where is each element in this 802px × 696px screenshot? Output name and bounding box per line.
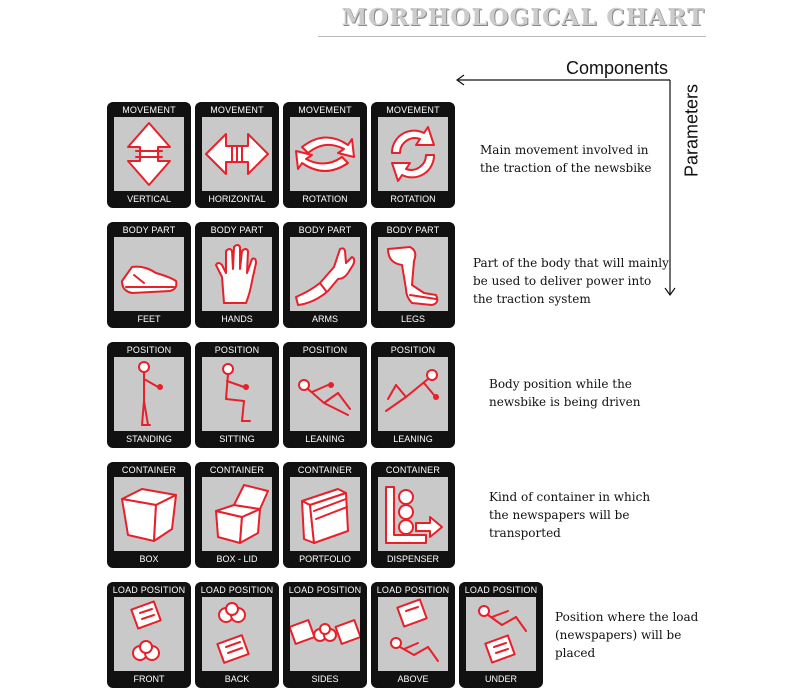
hand-icon <box>202 237 272 311</box>
option-card <box>371 462 455 568</box>
card-parameter-label: BODY PART <box>386 225 440 235</box>
card-option-label: FRONT <box>133 674 165 684</box>
load-above-icon <box>378 597 448 671</box>
option-card <box>283 222 367 328</box>
chart-title: MORPHOLOGICAL CHART <box>341 4 705 31</box>
card-option-label: SITTING <box>219 434 255 444</box>
option-card <box>195 102 279 208</box>
option-card <box>195 342 279 448</box>
parameters-axis-label: Parameters <box>681 83 702 178</box>
card-parameter-label: CONTAINER <box>297 465 353 475</box>
rotation-arrows-icon <box>290 117 360 191</box>
card-option-label: BACK <box>224 674 250 684</box>
card-option-label: STANDING <box>126 434 172 444</box>
dispenser-icon <box>378 477 448 551</box>
option-card <box>107 102 191 208</box>
card-option-label: SIDES <box>311 674 339 684</box>
card-parameter-label: LOAD POSITION <box>464 585 538 595</box>
card-option-label: ARMS <box>311 314 338 324</box>
option-card <box>107 462 191 568</box>
option-card <box>195 462 279 568</box>
card-option-label: HORIZONTAL <box>208 194 266 204</box>
row-description: Body position while the newsbike is being driven <box>489 377 641 409</box>
load-front-icon <box>114 597 184 671</box>
option-card <box>371 102 455 208</box>
standing-person-icon <box>114 357 184 431</box>
card-option-label: LEGS <box>400 314 425 324</box>
foot-icon <box>114 237 184 311</box>
leaning-back-person-icon <box>290 357 360 431</box>
card-option-label: LEANING <box>393 434 433 444</box>
card-parameter-label: POSITION <box>390 345 436 355</box>
card-parameter-label: BODY PART <box>298 225 352 235</box>
card-parameter-label: POSITION <box>214 345 260 355</box>
card-parameter-label: LOAD POSITION <box>376 585 450 595</box>
option-card <box>107 582 191 688</box>
row-description: Kind of container in which the newspapers will be transported <box>489 490 651 540</box>
option-card <box>283 342 367 448</box>
leaning-forward-person-icon <box>378 357 448 431</box>
card-parameter-label: POSITION <box>126 345 172 355</box>
arm-icon <box>290 237 360 311</box>
option-card <box>283 462 367 568</box>
option-card <box>107 222 191 328</box>
horizontal-arrows-icon <box>202 117 272 191</box>
box-lid-icon <box>202 477 272 551</box>
card-parameter-label: MOVEMENT <box>386 105 440 115</box>
card-parameter-label: CONTAINER <box>209 465 265 475</box>
card-parameter-label: LOAD POSITION <box>288 585 362 595</box>
card-parameter-label: LOAD POSITION <box>112 585 186 595</box>
card-option-label: ROTATION <box>390 194 436 204</box>
card-parameter-label: MOVEMENT <box>298 105 352 115</box>
card-option-label: UNDER <box>484 674 517 684</box>
card-parameter-label: POSITION <box>302 345 348 355</box>
option-card <box>283 582 367 688</box>
card-parameter-label: BODY PART <box>210 225 264 235</box>
row-description: Position where the load (newspapers) will be placed <box>555 610 699 660</box>
card-parameter-label: BODY PART <box>122 225 176 235</box>
card-parameter-label: MOVEMENT <box>210 105 264 115</box>
card-option-label: FEET <box>137 314 161 324</box>
leg-icon <box>378 237 448 311</box>
option-card <box>107 342 191 448</box>
card-option-label: LEANING <box>305 434 345 444</box>
card-option-label: ABOVE <box>397 674 429 684</box>
vertical-arrows-icon <box>114 117 184 191</box>
option-card <box>371 222 455 328</box>
card-option-label: HANDS <box>221 314 253 324</box>
card-option-label: DISPENSER <box>386 554 439 564</box>
row-description: Main movement involved in the traction of the newsbike <box>480 143 652 175</box>
option-card <box>459 582 543 688</box>
card-option-label: ROTATION <box>302 194 348 204</box>
load-back-icon <box>202 597 272 671</box>
portfolio-icon <box>290 477 360 551</box>
option-card <box>371 582 455 688</box>
components-axis-label: Components <box>566 58 669 78</box>
rotation-circle-icon <box>378 117 448 191</box>
option-card <box>371 342 455 448</box>
box-icon <box>114 477 184 551</box>
card-parameter-label: CONTAINER <box>385 465 441 475</box>
load-sides-icon <box>290 597 360 671</box>
option-card <box>195 222 279 328</box>
card-option-label: VERTICAL <box>127 194 171 204</box>
load-under-icon <box>466 597 536 671</box>
card-parameter-label: CONTAINER <box>121 465 177 475</box>
option-card <box>195 582 279 688</box>
card-option-label: BOX - LID <box>216 554 258 564</box>
card-option-label: BOX <box>139 554 159 564</box>
card-option-label: PORTFOLIO <box>299 554 351 564</box>
sitting-person-icon <box>202 357 272 431</box>
option-card <box>283 102 367 208</box>
card-parameter-label: LOAD POSITION <box>200 585 274 595</box>
card-parameter-label: MOVEMENT <box>122 105 176 115</box>
row-description: Part of the body that will mainly be used to deliver power into the traction system <box>473 256 669 306</box>
